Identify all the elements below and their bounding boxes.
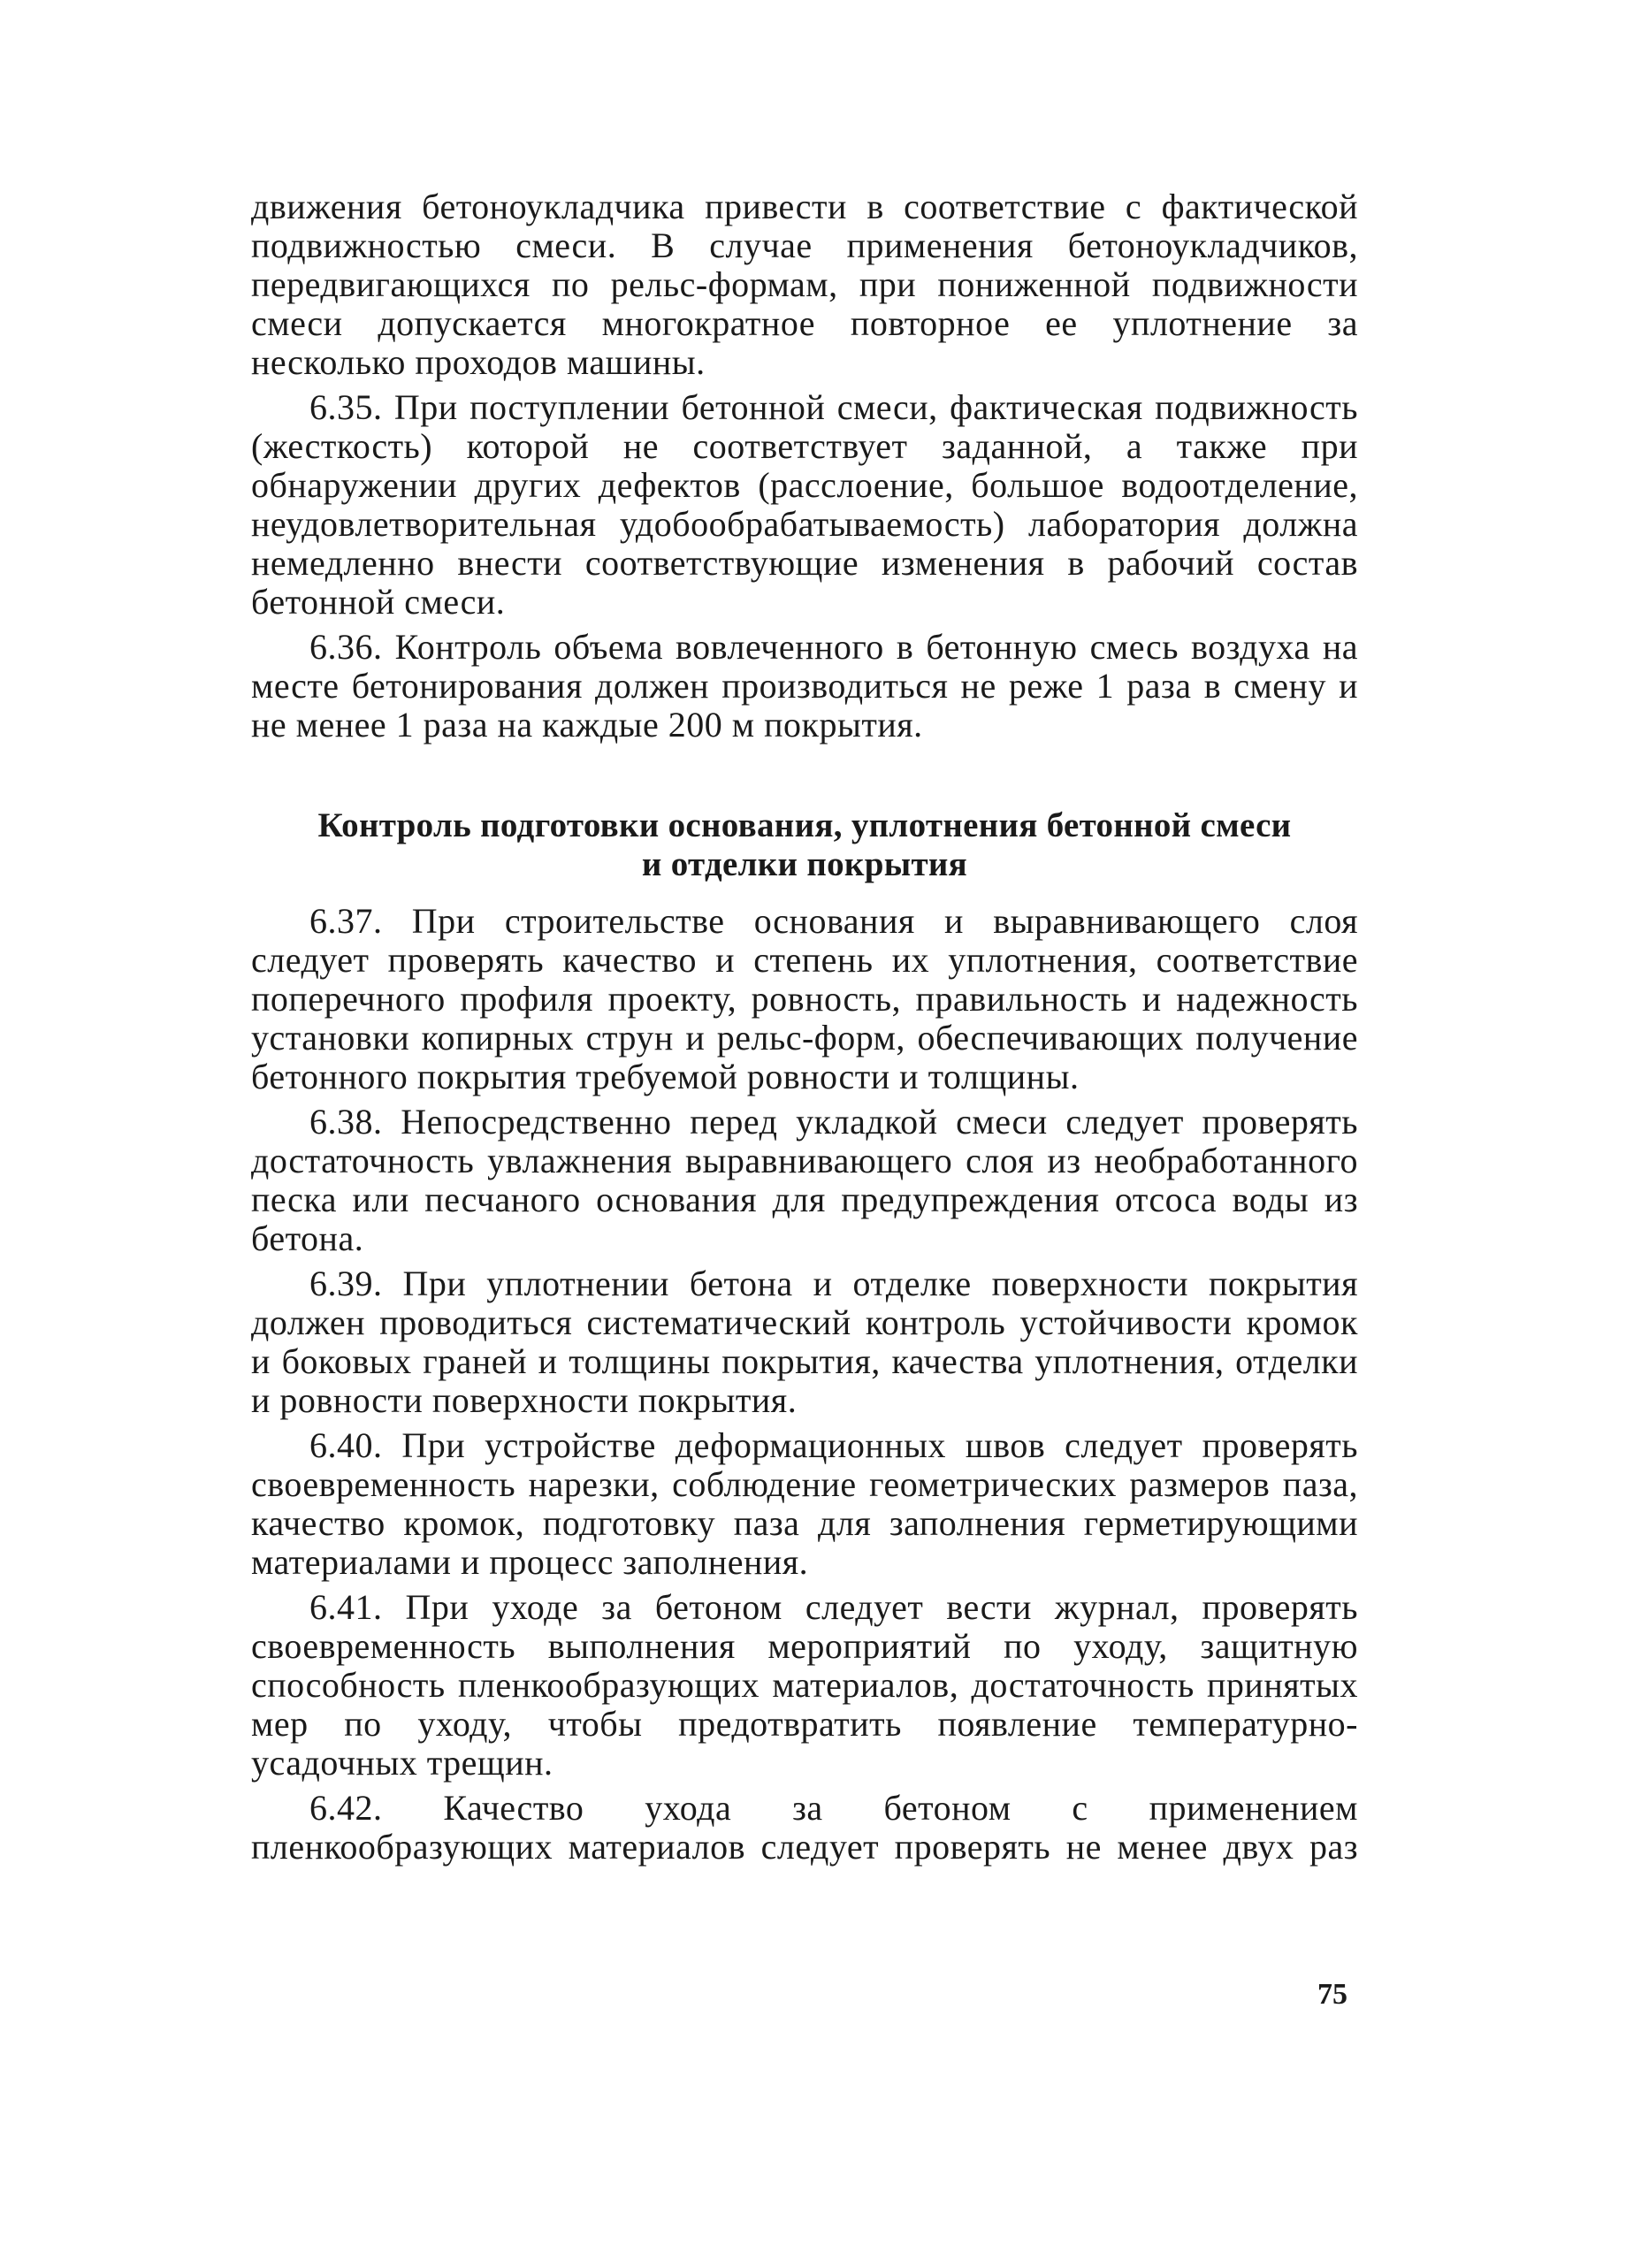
continued-paragraph: движения бетоноукладчика привести в соответствие с фактической подвижностью смеси. В случае применения бетоноукладчиков, передвигающихся по рельс-формам, при пониженной подвижности смеси допускается многократное повторное ее уплотнение за несколько проходов машины. [251, 187, 1358, 382]
section-heading-line-2: и отделки покрытия [641, 845, 968, 883]
paragraph-6-35: 6.35. При поступлении бетонной смеси, фактическая подвижность (жесткость) которой не соответствует заданной, а также при обнаружении других дефектов (расслоение, большое водоотделение, неудовлетворительная удобообрабатываемость) лаборатория должна немедленно внести соответствующие изменения в рабочий состав бетонной смеси. [251, 387, 1358, 622]
page-number: 75 [1317, 1978, 1347, 2011]
page-body [251, 187, 1358, 1867]
paragraph-6-41: 6.41. При уходе за бетоном следует вести журнал, проверять своевременность выполнения мероприятий по уходу, защитную способность пленкообразующих материалов, достаточность принятых мер по уходу, чтобы предотвратить появление температурно-усадочных трещин. [251, 1587, 1358, 1783]
paragraph-6-40: 6.40. При устройстве деформационных швов следует проверять своевременность нарезки, соблюдение геометрических размеров паза, качество кромок, подготовку паза для заполнения герметирующими материалами и процесс заполнения. [251, 1425, 1358, 1582]
paragraph-6-36: 6.36. Контроль объема вовлеченного в бетонную смесь воздуха на месте бетонирования должен производиться не реже 1 раза в смену и не менее 1 раза на каждые 200 м покрытия. [251, 627, 1358, 745]
section-heading-line-1: Контроль подготовки основания, уплотнения бетонной смеси [317, 806, 1292, 844]
paragraph-6-38: 6.38. Непосредственно перед укладкой смеси следует проверять достаточность увлажнения выравнивающего слоя из необработанного песка или песчаного основания для предупреждения отсоса воды из бетона. [251, 1102, 1358, 1258]
paragraph-6-42: 6.42. Качество ухода за бетоном с применением пленкообразующих материалов следует проверять не менее двух раз [251, 1788, 1358, 1867]
paragraph-6-37: 6.37. При строительстве основания и выравнивающего слоя следует проверять качество и степень их уплотнения, соответствие поперечного профиля проекту, ровность, правильность и надежность установки копирных струн и рельс-форм, обеспечивающих получение бетонного покрытия требуемой ровности и толщины. [251, 901, 1358, 1096]
section-heading [251, 806, 1358, 884]
paragraph-6-39: 6.39. При уплотнении бетона и отделке поверхности покрытия должен проводиться систематический контроль устойчивости кромок и боковых граней и толщины покрытия, качества уплотнения, отделки и ровности поверхности покрытия. [251, 1264, 1358, 1420]
